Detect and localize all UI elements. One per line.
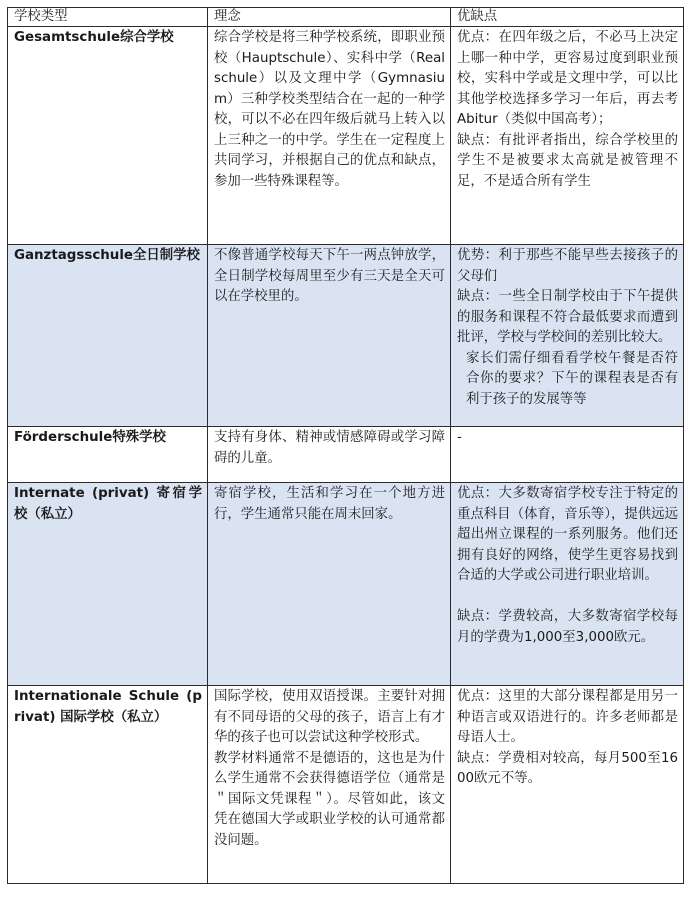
pros-text: - [457,430,462,445]
cons-text: 缺点：学费相对较高，每月500至1600欧元不等。 [457,750,678,786]
cons-text: 缺点：有批评者指出，综合学校里的学生不是被要求太高就是被管理不足，不是适合所有学生 [457,132,678,189]
concept-cell [208,483,451,686]
pros-text: 优点：在四年级之后，不必马上决定上哪一种中学，更容易过度到职业预校，实科中学或是文理中学，可以比其他学校选择多学习一年后，再去考Abitur（类似中国高考）； [457,30,678,127]
header-concept: 理念 [208,8,451,27]
table-row [8,483,684,686]
pros-text: 优势：利于那些不能早些去接孩子的父母们 [457,248,678,284]
pros-cons-cell [451,427,684,483]
header-pros-cons: 优缺点 [451,8,684,27]
school-type-cell: Gesamtschule综合学校 [8,27,208,245]
pros-cons-cell [451,245,684,427]
cons-text: 缺点：一些全日制学校由于下午提供的服务和课程不符合最低要求而遭到批评，学校与学校间的差别比较大。 [457,289,678,345]
school-type-cell: Internate (privat) 寄宿学校（私立） [8,483,208,686]
school-type-cell: Förderschule特殊学校 [8,427,208,483]
header-row [8,8,684,27]
concept-text: 不像普通学校每天下午一两点钟放学，全日制学校每周里至少有三天是全天可以在学校里的。 [214,248,445,304]
school-types-table [7,7,684,884]
school-type-cell: Ganztagsschule全日制学校 [8,245,208,427]
blank-line [457,587,678,608]
concept-text: 综合学校是将三种学校系统，即职业预校（Hauptschule）、实科中学（Realschule）以及文理中学（Gymnasium）三种学校类型结合在一起的一种学校，可以不必在四年级后就马上转入以上三种之一的中学。学生在一定程度上共同学习，并根据自己的优点和缺点，参加一些特殊课程等。 [214,30,445,189]
cons-text: 缺点：学费较高，大多数寄宿学校每月的学费为1,000至3,000欧元。 [457,609,678,645]
concept-cell [208,27,451,245]
table-row [8,27,684,245]
school-type-cell: Internationale Schule (privat) 国际学校（私立） [8,686,208,884]
table-row [8,245,684,427]
table-row [8,686,684,884]
pros-text: 优点：大多数寄宿学校专注于特定的重点科目（体育，音乐等），提供远远超出州立课程的一系列服务。他们还拥有良好的网络，使学生更容易找到合适的大学或公司进行职业培训。 [457,486,678,583]
concept-text: 寄宿学校，生活和学习在一个地方进行，学生通常只能在周末回家。 [214,486,445,522]
header-school-type: 学校类型 [8,8,208,27]
note-text: 家长们需仔细看看学校午餐是否符合你的要求？下午的课程表是否有利于孩子的发展等等 [466,350,678,407]
concept-text: 支持有身体、精神或情感障碍或学习障碍的儿童。 [214,430,445,466]
pros-text: 优点：这里的大部分课程都是用另一种语言或双语进行的。许多老师都是母语人士。 [457,689,678,745]
pros-cons-cell [451,483,684,686]
concept-cell [208,245,451,427]
concept-cell [208,686,451,884]
concept-text: 国际学校，使用双语授课。主要针对拥有不同母语的父母的孩子，语言上有才华的孩子也可以尝试这种学校形式。 [214,689,445,745]
concept-cell [208,427,451,483]
table-row [8,427,684,483]
pros-cons-cell [451,686,684,884]
pros-cons-cell [451,27,684,245]
concept-text: 教学材料通常不是德语的，这也是为什么学生通常不会获得德语学位（通常是＂国际文凭课程＂）。尽管如此，该文凭在德国大学或职业学校的认可通常都没问题。 [214,750,445,848]
